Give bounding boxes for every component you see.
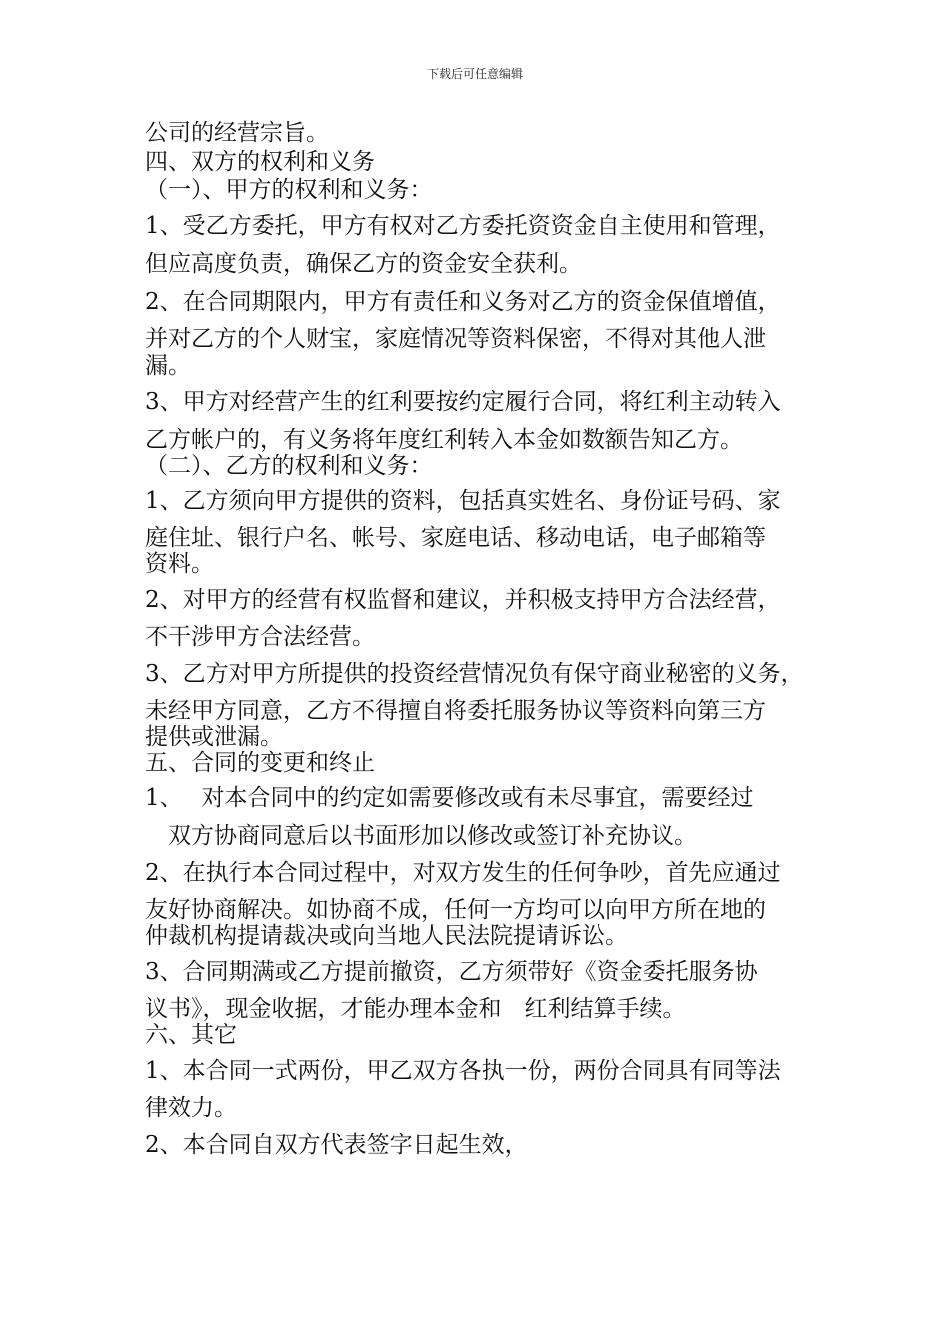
text-line: 3、合同期满或乙方提前撤资，乙方须带好《资金委托服务协 xyxy=(145,959,758,985)
text-line: 1、受乙方委托，甲方有权对乙方委托资资金自主使用和管理， xyxy=(145,213,781,239)
text-line: 议书》，现金收据，才能办理本金和 红利结算手续。 xyxy=(145,996,686,1022)
text-line: 提供或泄漏。 xyxy=(145,724,283,750)
text-line: 未经甲方同意，乙方不得擅自将委托服务协议等资料向第三方 xyxy=(145,698,766,724)
section-heading: 六、其它 xyxy=(145,1022,237,1048)
page-header: 下载后可任意编辑 xyxy=(426,67,523,81)
text-line: 律效力。 xyxy=(145,1095,237,1121)
text-line: 庭住址、银行户名、帐号、家庭电话、移动电话，电子邮箱等 xyxy=(145,525,766,551)
subsection-heading: （一）、甲方的权利和义务： xyxy=(145,177,433,203)
text-line: 2、本合同自双方代表签字日起生效， xyxy=(145,1132,528,1158)
section-heading: 四、双方的权利和义务 xyxy=(145,149,375,175)
section-heading: 五、合同的变更和终止 xyxy=(145,750,375,776)
text-line: 乙方帐户的，有义务将年度红利转入本金如数额告知乙方。 xyxy=(145,427,743,453)
text-line: 但应高度负责，确保乙方的资金安全获利。 xyxy=(145,251,582,277)
text-line: 不干涉甲方合法经营。 xyxy=(145,624,375,650)
text-line: 2、对甲方的经营有权监督和建议，并积极支持甲方合法经营， xyxy=(145,587,781,613)
text-line: 1、乙方须向甲方提供的资料，包括真实姓名、身份证号码、家 xyxy=(145,488,781,514)
text-line: 2、在合同期限内，甲方有责任和义务对乙方的资金保值增值， xyxy=(145,289,781,315)
text-line: 公司的经营宗旨。 xyxy=(145,120,329,146)
text-line: 仲裁机构提请裁决或向当地人民法院提请诉讼。 xyxy=(145,923,628,949)
text-line: 1、本合同一式两份，甲乙双方各执一份，两份合同具有同等法 xyxy=(145,1058,781,1084)
text-line: 1、 对本合同中的约定如需要修改或有未尽事宜，需要经过 xyxy=(145,785,754,811)
text-line: 双方协商同意后以书面形加以修改或签订补充协议。 xyxy=(145,823,697,849)
text-line: 资料。 xyxy=(145,551,214,577)
text-line: 友好协商解决。如协商不成，任何一方均可以向甲方所在地的 xyxy=(145,897,766,923)
subsection-heading: （二）、乙方的权利和义务： xyxy=(145,453,433,479)
text-line: 2、在执行本合同过程中，对双方发生的任何争吵，首先应通过 xyxy=(145,860,781,886)
text-line: 3、乙方对甲方所提供的投资经营情况负有保守商业秘密的义务， xyxy=(145,661,804,687)
text-line: 漏。 xyxy=(145,353,191,379)
text-line: 并对乙方的个人财宝，家庭情况等资料保密，不得对其他人泄 xyxy=(145,326,766,352)
text-line: 3、甲方对经营产生的红利要按约定履行合同，将红利主动转入 xyxy=(145,389,781,415)
